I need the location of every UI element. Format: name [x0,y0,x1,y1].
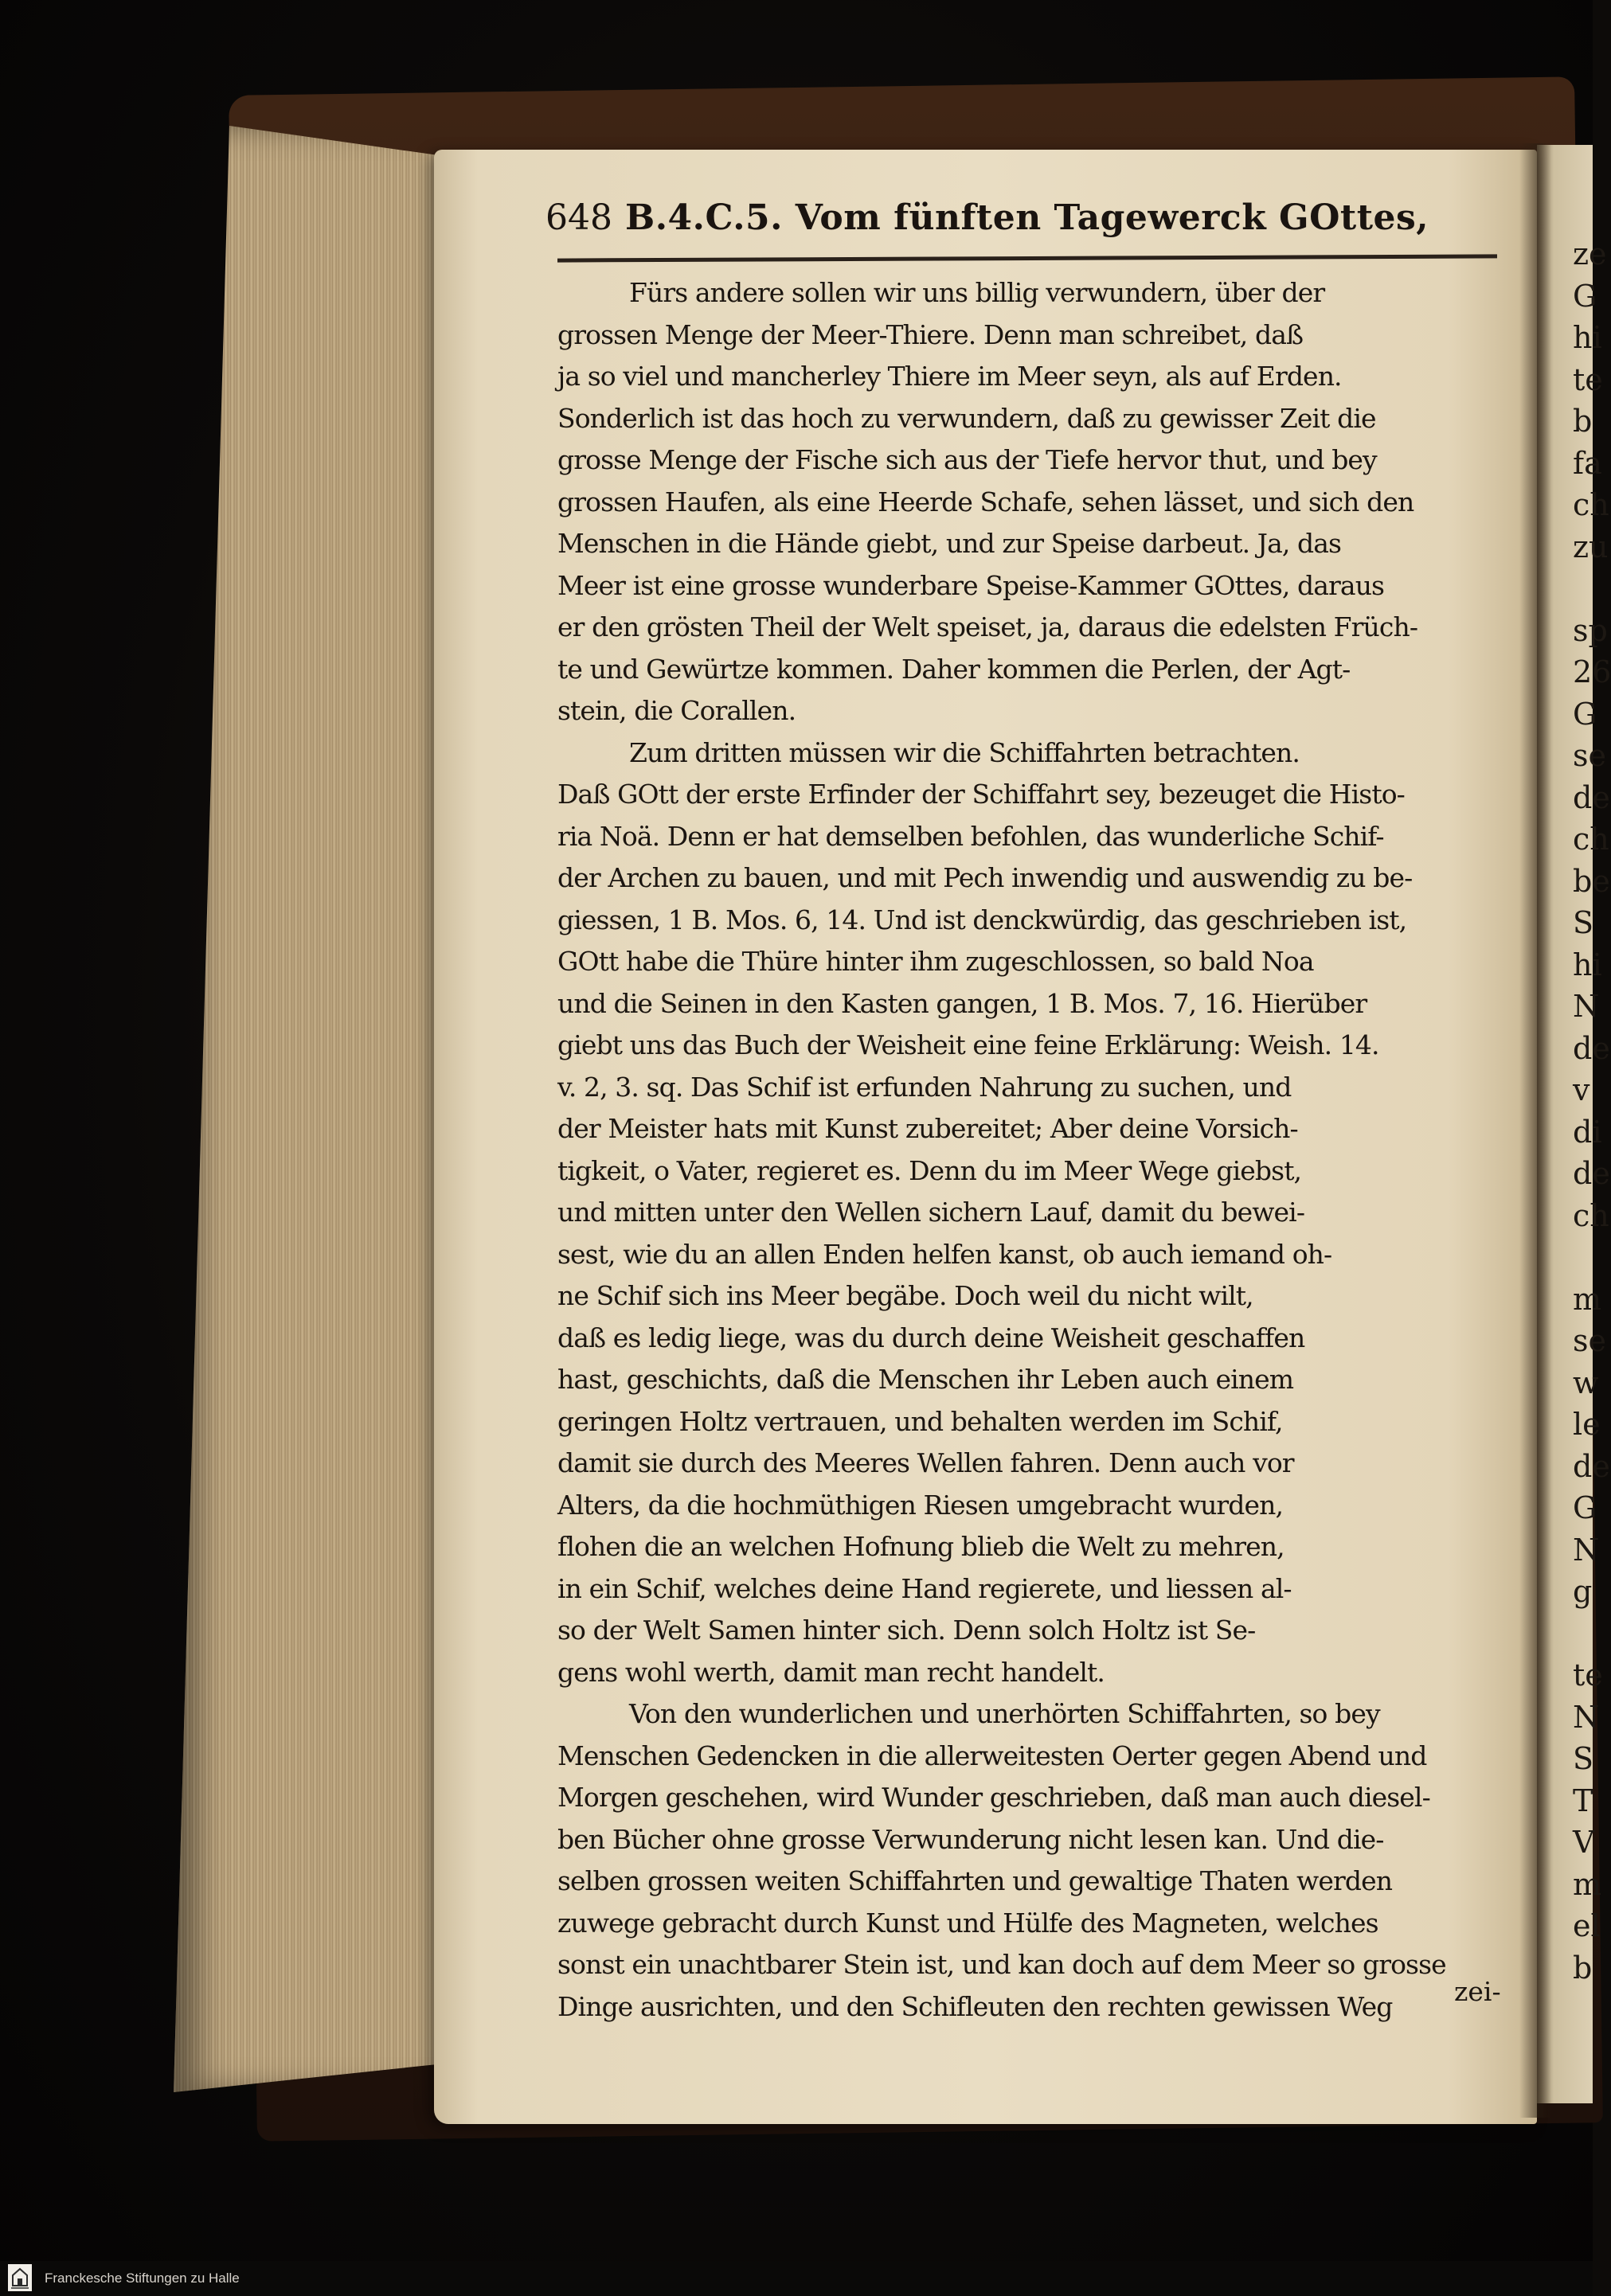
text-line: giessen, 1 B. Mos. 6, 14. Und ist denckwürdig, das geschrieben ist, [557,904,1407,935]
text-line: Zum dritten müssen wir die Schiffahrten betrachten. [629,736,1300,768]
facing-page-fragment: S [1573,905,1594,940]
text-line: selben grossen weiten Schiffahrten und gewaltige Thaten werden [557,1865,1393,1896]
text-line: ne Schif sich ins Meer begäbe. Doch weil du nicht wilt, [557,1280,1253,1311]
facing-page-fragment: le [1573,1407,1601,1442]
facing-page-fragment: ch [1573,822,1609,857]
facing-page-fragment: m [1573,1866,1602,1902]
text-line: geringen Holtz vertrauen, und behalten werden im Schif, [557,1405,1283,1437]
text-line: sest, wie du an allen Enden helfen kanst, ob auch iemand oh- [557,1238,1332,1270]
facing-page-fragment: v [1573,1072,1590,1107]
facing-page-fragment: G [1573,278,1597,314]
text-line: hast, geschichts, daß die Menschen ihr Leben auch einem [557,1364,1294,1395]
text-line: zuwege gebracht durch Kunst und Hülfe des Magneten, welches [557,1907,1378,1939]
facing-page-fragment: ch [1573,1197,1609,1233]
facing-page-fragment: hi [1573,947,1602,982]
facing-page-fragment: hi [1573,320,1602,355]
facing-page-fragment: te [1573,1658,1603,1693]
text-line: stein, die Corallen. [557,695,796,726]
facing-page-fragment: N [1573,989,1600,1024]
facing-page-fragment: w [1573,1365,1599,1400]
facing-page-fragment: m [1573,1281,1602,1317]
facing-page-fragment: V [1573,1825,1595,1860]
text-line: ben Bücher ohne grosse Verwunderung nicht lesen kan. Und die- [557,1823,1384,1855]
text-line: Von den wunderlichen und unerhörten Schiffahrten, so bey [629,1698,1380,1729]
facing-page-fragment: sp [1573,612,1608,648]
facing-page-fragment: el [1573,1908,1601,1943]
facing-page-fragment: T [1573,1783,1593,1818]
text-line: Meer ist eine grosse wunderbare Speise-Kammer GOttes, daraus [557,569,1385,601]
text-line: und die Seinen in den Kasten gangen, 1 B. Mos. 7, 16. Hierüber [557,987,1367,1019]
facing-page-fragment: N [1573,1699,1600,1735]
text-line: gens wohl werth, damit man recht handelt. [557,1656,1105,1688]
facing-page-fragment: be [1573,863,1610,899]
facing-page-fragment: se [1573,738,1606,773]
text-line: Menschen Gedencken in die allerweitesten Oerter gegen Abend und [557,1740,1427,1771]
text-line: sonst ein unachtbarer Stein ist, und kan doch auf dem Meer so grosse [557,1949,1446,1980]
text-line: grosse Menge der Fische sich aus der Tiefe hervor thut, und bey [557,444,1377,475]
facing-page-fragment: N [1573,1532,1600,1568]
facing-page-fragment: de [1573,779,1610,815]
text-line: flohen die an welchen Hofnung blieb die Welt zu mehren, [557,1531,1284,1562]
text-line: daß es ledig liege, was du durch deine Weisheit geschaffen [557,1322,1305,1353]
text-line: Alters, da die hochmüthigen Riesen umgebracht wurden, [557,1489,1284,1521]
text-line: GOtt habe die Thüre hinter ihm zugeschlossen, so bald Noa [557,946,1314,977]
text-line: er den grösten Theil der Welt speiset, ja, daraus die edelsten Früch- [557,611,1418,642]
text-line: te und Gewürtze kommen. Daher kommen die Perlen, der Agt- [557,653,1351,685]
text-line: grossen Menge der Meer-Thiere. Denn man schreibet, daß [557,318,1304,350]
text-line: ria Noä. Denn er hat demselben befohlen, das wunderliche Schif- [557,820,1384,852]
facing-page-fragment: zu [1573,529,1609,564]
page-header [545,197,1493,245]
text-line: Fürs andere sollen wir uns billig verwundern, über der [629,277,1325,308]
text-line: Morgen geschehen, wird Wunder geschrieben, daß man auch diesel- [557,1782,1430,1813]
facing-page-fragment: ze [1573,236,1607,271]
facing-page-fragment: fa [1573,445,1602,481]
book-gutter [1519,143,1551,2118]
catchword: zei- [1454,1976,1501,2007]
text-line: Dinge ausrichten, und den Schifleuten den rechten gewissen Weg [557,1990,1393,2022]
body-text [557,272,1513,2028]
facing-page-fragment: G [1573,696,1597,732]
facing-page-fragment: ch [1573,487,1609,522]
running-head: B.4.C.5. Vom fünften Tagewerck GOttes, [625,197,1429,238]
facing-page-fragment: G [1573,1490,1597,1525]
facing-page-fragment: b [1573,1950,1593,1986]
facing-page-fragment: 26 [1573,654,1611,689]
footer-institution-text: Franckesche Stiftungen zu Halle [45,2271,240,2286]
facing-page-fragment: b [1573,404,1593,439]
text-line: und mitten unter den Wellen sichern Lauf, damit du bewei- [557,1197,1305,1228]
text-line: grossen Haufen, als eine Heerde Schafe, sehen lässet, und sich den [557,486,1414,517]
text-line: Menschen in die Hände giebt, und zur Speise darbeut. Ja, das [557,528,1342,559]
text-line: in ein Schif, welches deine Hand regierete, und liessen al- [557,1572,1292,1604]
page-number: 648 [545,197,612,238]
text-line: giebt uns das Buch der Weisheit eine feine Erklärung: Weish. 14. [557,1029,1379,1060]
text-line: damit sie durch des Meeres Wellen fahren. Denn auch vor [557,1447,1294,1478]
text-line: tigkeit, o Vater, regieret es. Denn du im Meer Wege giebst, [557,1154,1302,1186]
text-line: Sonderlich ist das hoch zu verwundern, daß zu gewisser Zeit die [557,402,1376,434]
institution-logo-icon [8,2264,32,2291]
facing-page-fragment: de [1573,1030,1610,1066]
facing-page-fragment: S [1573,1741,1594,1776]
facing-page-fragment: de [1573,1156,1610,1191]
page-edges [174,126,452,2092]
text-line: der Archen zu bauen, und mit Pech inwendig und auswendig zu be- [557,862,1413,893]
facing-page-fragment: di [1573,1114,1602,1150]
text-line: so der Welt Samen hinter sich. Denn solch Holtz ist Se- [557,1615,1256,1646]
facing-page-fragment: g [1573,1574,1593,1609]
facing-page-fragment: de [1573,1448,1610,1484]
text-line: ja so viel und mancherley Thiere im Meer seyn, als auf Erden. [557,361,1342,392]
footer-bar [0,2261,1593,2296]
text-line: Daß GOtt der erste Erfinder der Schiffahrt sey, bezeuget die Histo- [557,779,1405,810]
text-line: der Meister hats mit Kunst zubereitet; Aber deine Vorsich- [557,1113,1298,1144]
facing-page-fragment: se [1573,1323,1606,1358]
facing-page-fragment: te [1573,361,1603,397]
text-line: v. 2, 3. sq. Das Schif ist erfunden Nahrung zu suchen, und [557,1071,1292,1103]
